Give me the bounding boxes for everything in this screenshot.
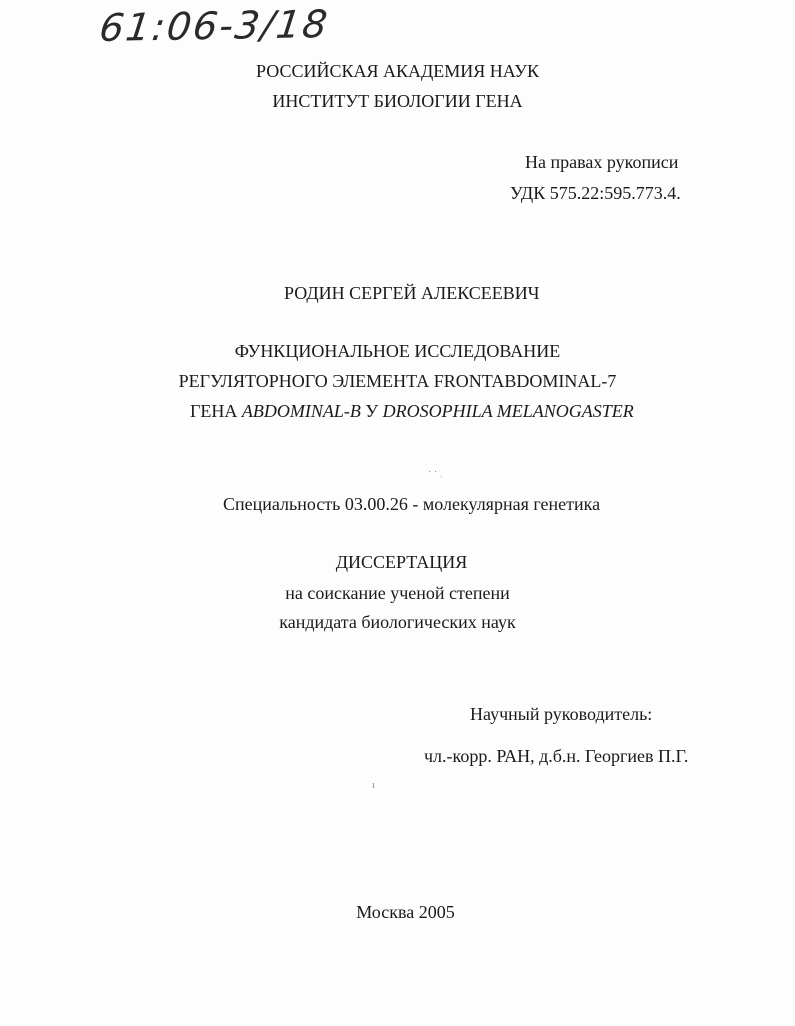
scan-speck: ı: [372, 780, 375, 791]
title-line-3-mid: У: [365, 401, 379, 421]
supervisor-name: чл.-корр. РАН, д.б.н. Георгиев П.Г.: [424, 746, 689, 766]
manuscript-rights: На правах рукописи: [525, 152, 679, 172]
institute-name: ИНСТИТУТ БИОЛОГИИ ГЕНА: [272, 91, 523, 111]
specialty: Специальность 03.00.26 - молекулярная генетика: [223, 494, 601, 514]
species-name: DROSOPHILA MELANOGASTER: [382, 401, 634, 421]
gene-name: ABDOMINAL-B: [241, 401, 361, 421]
dissertation-line-2: кандидата биологических наук: [279, 612, 516, 632]
title-line-3-prefix: ГЕНА: [190, 401, 238, 421]
dissertation-heading: ДИССЕРТАЦИЯ: [335, 552, 468, 572]
scan-speck: ˙ ˙ ˒: [428, 470, 443, 481]
dissertation-line-1: на соискание ученой степени: [285, 583, 510, 603]
academy-name: РОССИЙСКАЯ АКАДЕМИЯ НАУК: [256, 61, 539, 81]
title-line-2: РЕГУЛЯТОРНОГО ЭЛЕМЕНТА FRONTABDOMINAL-7: [178, 371, 617, 391]
title-line-1: ФУНКЦИОНАЛЬНОЕ ИССЛЕДОВАНИЕ: [234, 341, 561, 361]
supervisor-label: Научный руководитель:: [470, 704, 653, 724]
archive-code-handwritten: 61:06-3/18: [97, 2, 332, 50]
place-year: Москва 2005: [356, 902, 455, 922]
udc-code: УДК 575.22:595.773.4.: [510, 183, 681, 203]
author-name: РОДИН СЕРГЕЙ АЛЕКСЕЕВИЧ: [284, 283, 540, 303]
title-line-3: [190, 400, 634, 422]
